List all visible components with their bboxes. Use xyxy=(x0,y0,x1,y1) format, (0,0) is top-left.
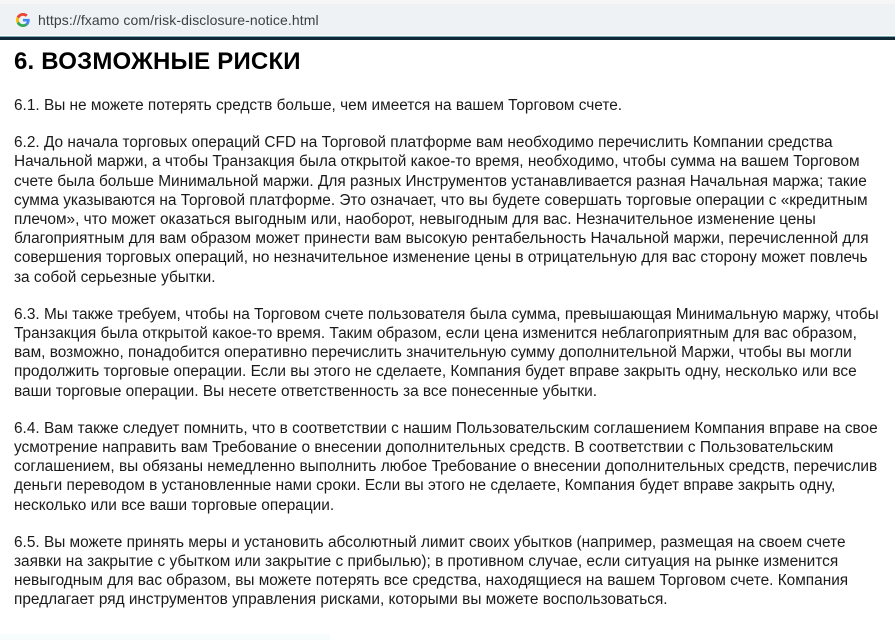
paragraph-6-4: 6.4. Вам также следует помнить, что в соответствии с нашим Пользовательским соглашением Компания вправе на свое усмотрение направить вам Требование о внесении дополнительных средств. В соответствии с Пользовательским соглашением, вы обязаны немедленно выполнить любое Требование о внесении дополнительных средств, перечислив деньги переводом в установленные нами сроки. Если вы этого не сделаете, Компания будет вправе закрыть одну, несколько или все ваши торговые операции. xyxy=(14,419,878,514)
url-text[interactable]: https://fxamo com/risk-disclosure-notice.html xyxy=(38,11,319,28)
header-divider xyxy=(0,36,895,40)
page-title: 6. ВОЗМОЖНЫЕ РИСКИ xyxy=(14,48,301,75)
paragraph-6-3: 6.3. Мы также требуем, чтобы на Торговом счете пользователя была сумма, превышающая Минимальную маржу, чтобы Транзакция была открытой какое-то время. Таким образом, если цена изменится неблагоприятным для вас образом, вам, возможно, понадобится оперативно перечислить значительную сумму дополнительной Маржи, чтобы вы могли продолжить торговые операции. Если вы этого не сделаете, Компания будет вправе закрыть одну, несколько или все ваши торговые операции. Вы несете ответственность за все понесенные убытки. xyxy=(14,305,879,400)
article-content xyxy=(14,46,884,610)
address-bar[interactable] xyxy=(0,0,895,35)
paragraph-6-5: 6.5. Вы можете принять меры и установить абсолютный лимит своих убытков (например, размещая на своем счете заявки на закрытие с убытком или закрытие с прибылью); в противном случае, если ситуация на рынке изменится невыгодным для вас образом, вы можете потерять все средства, находящиеся на вашем Торговом счете. Компания предлагает ряд инструментов управления рисками, которыми вы можете воспользоваться. xyxy=(14,533,849,609)
paragraph-6-2: 6.2. До начала торговых операций CFD на Торговой платформе вам необходимо перечислить Компании средства Начальной маржи, а чтобы Транзакция была открытой какое-то время, необходимо, чтобы сумма на вашем Торговом счете была больше Минимальной маржи. Для разных Инструментов устанавливается разная Начальная маржа; такие сумма указываются на Торговой платформе. Это означает, что вы будете совершать торговые операции с «кредитным плечом», что может оказаться выгодным или, наоборот, невыгодным для вас. Незначительное изменение цены благоприятным для вам образом может принести вам высокую рентабельность Начальной маржи, перечисленной для совершения торговых операций, но незначительное изменение цены в отрицательную для вас сторону может повлечь за собой серьезные убытки. xyxy=(14,134,869,286)
paragraph-6-1: 6.1. Вы не можете потерять средств больше, чем имеется на вашем Торговом счете. xyxy=(14,97,623,114)
google-g-icon xyxy=(16,13,30,27)
bottom-edge xyxy=(0,634,330,640)
